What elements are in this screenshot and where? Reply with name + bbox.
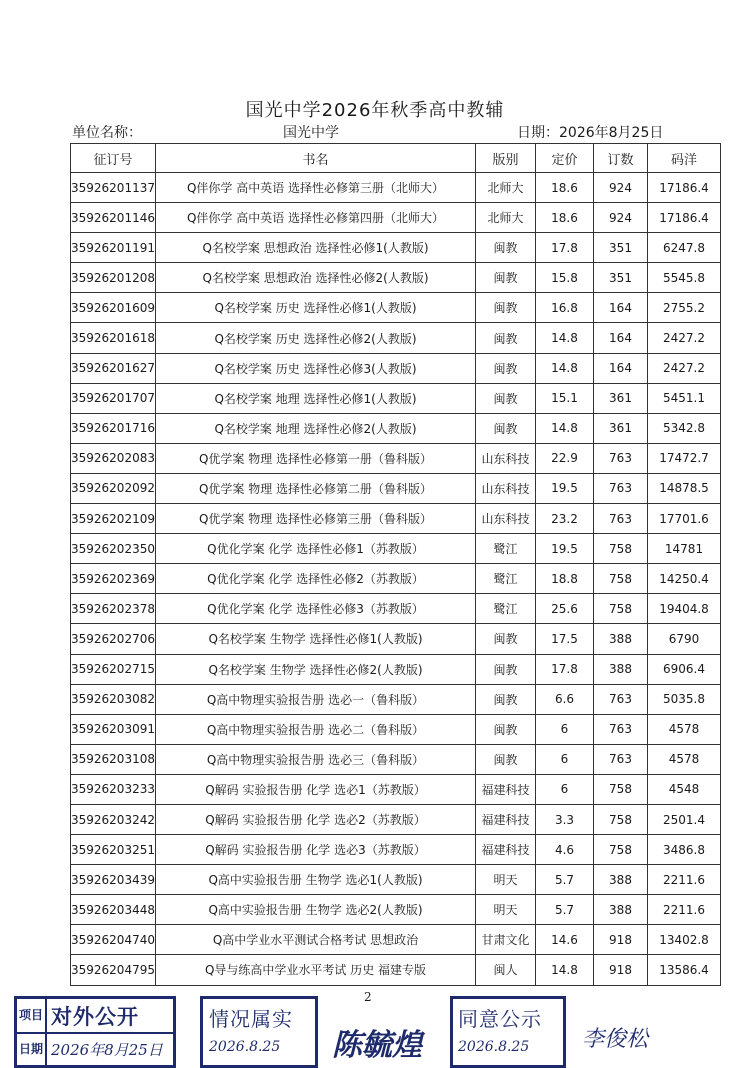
cell-title: Q伴你学 高中英语 选择性必修第四册（北师大） (156, 203, 476, 233)
table-header-row (71, 144, 721, 173)
cell-qty: 388 (594, 624, 648, 654)
table-row (71, 383, 721, 413)
cell-qty: 918 (594, 955, 648, 985)
cell-publisher: 闽教 (476, 684, 536, 714)
table-row (71, 744, 721, 774)
cell-publisher: 北师大 (476, 173, 536, 203)
cell-price: 6 (536, 744, 594, 774)
table-row (71, 263, 721, 293)
cell-qty: 763 (594, 504, 648, 534)
table-row (71, 654, 721, 684)
cell-publisher: 甘肃文化 (476, 925, 536, 955)
cell-publisher: 北师大 (476, 203, 536, 233)
cell-title: Q名校学案 生物学 选择性必修1(人教版) (156, 624, 476, 654)
cell-price: 5.7 (536, 865, 594, 895)
header-code: 征订号 (71, 144, 156, 173)
cell-publisher: 闽教 (476, 714, 536, 744)
table-row (71, 594, 721, 624)
date-value: 2026年8月25日 (559, 125, 664, 141)
cell-title: Q导与练高中学业水平考试 历史 福建专版 (156, 955, 476, 985)
table-row (71, 203, 721, 233)
table-row (71, 564, 721, 594)
cell-price: 17.5 (536, 624, 594, 654)
cell-title: Q优化学案 化学 选择性必修1（苏教版） (156, 534, 476, 564)
cell-qty: 763 (594, 684, 648, 714)
signature-1: 陈毓煌 (332, 1028, 422, 1063)
table-row (71, 835, 721, 865)
cell-amount: 3486.8 (648, 835, 721, 865)
table-row (71, 955, 721, 985)
cell-qty: 758 (594, 835, 648, 865)
cell-title: Q解码 实验报告册 化学 选必2（苏教版） (156, 804, 476, 834)
cell-amount: 2427.2 (648, 323, 721, 353)
table-row (71, 895, 721, 925)
cell-code: 35926203251 (71, 835, 156, 865)
cell-amount: 17186.4 (648, 173, 721, 203)
signature-2: 李俊松 (582, 1027, 649, 1052)
cell-title: Q解码 实验报告册 化学 选必1（苏教版） (156, 774, 476, 804)
table-row (71, 233, 721, 263)
cell-qty: 924 (594, 173, 648, 203)
table-row (71, 804, 721, 834)
cell-price: 14.8 (536, 955, 594, 985)
stamp-verified-text: 情况属实 (209, 1007, 293, 1031)
document-title: 国光中学2026年秋季高中教辅 (245, 100, 505, 121)
cell-amount: 17186.4 (648, 203, 721, 233)
cell-code: 35926202092 (71, 473, 156, 503)
cell-amount: 2427.2 (648, 353, 721, 383)
cell-qty: 763 (594, 443, 648, 473)
cell-qty: 361 (594, 383, 648, 413)
cell-title: Q名校学案 思想政治 选择性必修1(人教版) (156, 233, 476, 263)
cell-code: 35926204795 (71, 955, 156, 985)
cell-title: Q名校学案 历史 选择性必修1(人教版) (156, 293, 476, 323)
table-row (71, 774, 721, 804)
cell-publisher: 山东科技 (476, 504, 536, 534)
table-row (71, 353, 721, 383)
stamp-public-label-bottom: 日期 (17, 1034, 47, 1065)
table-row (71, 473, 721, 503)
cell-title: Q高中物理实验报告册 选必三（鲁科版） (156, 744, 476, 774)
cell-amount: 13586.4 (648, 955, 721, 985)
cell-title: Q名校学案 地理 选择性必修2(人教版) (156, 413, 476, 443)
cell-price: 5.7 (536, 895, 594, 925)
cell-qty: 351 (594, 263, 648, 293)
cell-amount: 6247.8 (648, 233, 721, 263)
stamp-approved-date: 2026.8.25 (458, 1039, 530, 1055)
cell-code: 35926201618 (71, 323, 156, 353)
stamp-public-label-top: 项目 (17, 999, 47, 1032)
cell-amount: 13402.8 (648, 925, 721, 955)
cell-publisher: 福建科技 (476, 774, 536, 804)
cell-price: 18.6 (536, 203, 594, 233)
cell-price: 6.6 (536, 684, 594, 714)
cell-price: 16.8 (536, 293, 594, 323)
table-row (71, 865, 721, 895)
table-row (71, 684, 721, 714)
date-field (517, 122, 663, 142)
stamp-public-text: 对外公开 (51, 1004, 139, 1029)
cell-qty: 763 (594, 744, 648, 774)
cell-title: Q解码 实验报告册 化学 选必3（苏教版） (156, 835, 476, 865)
cell-price: 23.2 (536, 504, 594, 534)
cell-code: 35926201627 (71, 353, 156, 383)
cell-title: Q高中实验报告册 生物学 选必1(人教版) (156, 865, 476, 895)
unit-label: 单位名称： (72, 125, 142, 141)
cell-title: Q名校学案 地理 选择性必修1(人教版) (156, 383, 476, 413)
cell-code: 35926201716 (71, 413, 156, 443)
cell-amount: 4578 (648, 744, 721, 774)
cell-price: 15.1 (536, 383, 594, 413)
cell-code: 35926204740 (71, 925, 156, 955)
stamp-approved (450, 996, 566, 1068)
cell-price: 18.6 (536, 173, 594, 203)
cell-publisher: 鹭江 (476, 564, 536, 594)
table-row (71, 714, 721, 744)
cell-code: 35926201137 (71, 173, 156, 203)
cell-qty: 758 (594, 774, 648, 804)
cell-code: 35926202378 (71, 594, 156, 624)
cell-code: 35926202706 (71, 624, 156, 654)
header-price: 定价 (536, 144, 594, 173)
cell-publisher: 闽教 (476, 263, 536, 293)
cell-publisher: 闽教 (476, 323, 536, 353)
cell-code: 35926203082 (71, 684, 156, 714)
table-row (71, 323, 721, 353)
cell-code: 35926201208 (71, 263, 156, 293)
cell-qty: 388 (594, 865, 648, 895)
header-publisher: 版别 (476, 144, 536, 173)
cell-qty: 918 (594, 925, 648, 955)
cell-title: Q高中学业水平测试合格考试 思想政治 (156, 925, 476, 955)
cell-amount: 5451.1 (648, 383, 721, 413)
header-amount: 码洋 (648, 144, 721, 173)
cell-qty: 763 (594, 473, 648, 503)
page-number: 2 (364, 990, 372, 1004)
cell-publisher: 闽教 (476, 353, 536, 383)
cell-publisher: 明天 (476, 865, 536, 895)
cell-amount: 2501.4 (648, 804, 721, 834)
cell-price: 17.8 (536, 233, 594, 263)
cell-amount: 2211.6 (648, 865, 721, 895)
cell-price: 6 (536, 714, 594, 744)
cell-amount: 4548 (648, 774, 721, 804)
cell-code: 35926202715 (71, 654, 156, 684)
cell-price: 14.8 (536, 323, 594, 353)
cell-code: 35926201191 (71, 233, 156, 263)
cell-qty: 758 (594, 804, 648, 834)
cell-title: Q优学案 物理 选择性必修第一册（鲁科版） (156, 443, 476, 473)
cell-qty: 164 (594, 293, 648, 323)
cell-title: Q名校学案 历史 选择性必修3(人教版) (156, 353, 476, 383)
cell-qty: 164 (594, 323, 648, 353)
cell-title: Q优化学案 化学 选择性必修2（苏教版） (156, 564, 476, 594)
cell-title: Q优化学案 化学 选择性必修3（苏教版） (156, 594, 476, 624)
cell-title: Q高中物理实验报告册 选必二（鲁科版） (156, 714, 476, 744)
cell-code: 35926201609 (71, 293, 156, 323)
stamp-public (14, 996, 176, 1068)
cell-amount: 5342.8 (648, 413, 721, 443)
cell-qty: 164 (594, 353, 648, 383)
header-title: 书名 (156, 144, 476, 173)
table-row (71, 443, 721, 473)
cell-amount: 17701.6 (648, 504, 721, 534)
cell-price: 14.8 (536, 353, 594, 383)
cell-code: 35926203233 (71, 774, 156, 804)
cell-code: 35926203242 (71, 804, 156, 834)
cell-code: 35926202083 (71, 443, 156, 473)
table-row (71, 624, 721, 654)
cell-qty: 763 (594, 714, 648, 744)
cell-amount: 14250.4 (648, 564, 721, 594)
cell-code: 35926201707 (71, 383, 156, 413)
cell-price: 14.8 (536, 413, 594, 443)
cell-amount: 19404.8 (648, 594, 721, 624)
header-qty: 订数 (594, 144, 648, 173)
cell-qty: 351 (594, 233, 648, 263)
date-label: 日期： (517, 125, 559, 141)
cell-qty: 758 (594, 534, 648, 564)
cell-title: Q名校学案 生物学 选择性必修2(人教版) (156, 654, 476, 684)
cell-qty: 758 (594, 594, 648, 624)
cell-price: 4.6 (536, 835, 594, 865)
cell-publisher: 山东科技 (476, 443, 536, 473)
cell-amount: 4578 (648, 714, 721, 744)
stamp-verified-date: 2026.8.25 (209, 1039, 281, 1055)
cell-publisher: 闽教 (476, 293, 536, 323)
cell-qty: 388 (594, 654, 648, 684)
cell-code: 35926202369 (71, 564, 156, 594)
cell-publisher: 闽教 (476, 413, 536, 443)
cell-title: Q伴你学 高中英语 选择性必修第三册（北师大） (156, 173, 476, 203)
table-row (71, 173, 721, 203)
cell-price: 19.5 (536, 473, 594, 503)
cell-code: 35926203448 (71, 895, 156, 925)
cell-amount: 2755.2 (648, 293, 721, 323)
cell-publisher: 闽教 (476, 654, 536, 684)
cell-publisher: 闽教 (476, 744, 536, 774)
cell-qty: 388 (594, 895, 648, 925)
cell-qty: 924 (594, 203, 648, 233)
stamp-verified (200, 996, 318, 1068)
cell-code: 35926203439 (71, 865, 156, 895)
table-row (71, 534, 721, 564)
cell-amount: 6906.4 (648, 654, 721, 684)
cell-publisher: 闽教 (476, 624, 536, 654)
table-row (71, 504, 721, 534)
cell-amount: 5035.8 (648, 684, 721, 714)
cell-price: 18.8 (536, 564, 594, 594)
cell-title: Q高中实验报告册 生物学 选必2(人教版) (156, 895, 476, 925)
cell-code: 35926202109 (71, 504, 156, 534)
cell-price: 14.6 (536, 925, 594, 955)
order-table (70, 143, 721, 986)
cell-qty: 758 (594, 564, 648, 594)
cell-code: 35926203091 (71, 714, 156, 744)
cell-title: Q高中物理实验报告册 选必一（鲁科版） (156, 684, 476, 714)
cell-amount: 14878.5 (648, 473, 721, 503)
cell-title: Q优学案 物理 选择性必修第二册（鲁科版） (156, 473, 476, 503)
cell-price: 6 (536, 774, 594, 804)
cell-amount: 14781 (648, 534, 721, 564)
cell-publisher: 福建科技 (476, 835, 536, 865)
cell-publisher: 山东科技 (476, 473, 536, 503)
cell-publisher: 鹭江 (476, 594, 536, 624)
table-row (71, 293, 721, 323)
cell-amount: 5545.8 (648, 263, 721, 293)
cell-code: 35926203108 (71, 744, 156, 774)
cell-publisher: 明天 (476, 895, 536, 925)
stamp-public-date: 2026年8月25日 (51, 1041, 163, 1059)
cell-title: Q名校学案 历史 选择性必修2(人教版) (156, 323, 476, 353)
cell-publisher: 福建科技 (476, 804, 536, 834)
cell-qty: 361 (594, 413, 648, 443)
cell-title: Q名校学案 思想政治 选择性必修2(人教版) (156, 263, 476, 293)
cell-amount: 17472.7 (648, 443, 721, 473)
cell-price: 17.8 (536, 654, 594, 684)
cell-publisher: 闽教 (476, 383, 536, 413)
cell-title: Q优学案 物理 选择性必修第三册（鲁科版） (156, 504, 476, 534)
cell-price: 22.9 (536, 443, 594, 473)
cell-price: 19.5 (536, 534, 594, 564)
cell-price: 15.8 (536, 263, 594, 293)
cell-publisher: 闽人 (476, 955, 536, 985)
unit-value: 国光中学 (283, 125, 339, 141)
cell-code: 35926201146 (71, 203, 156, 233)
cell-price: 3.3 (536, 804, 594, 834)
cell-publisher: 闽教 (476, 233, 536, 263)
stamp-approved-text: 同意公示 (458, 1007, 542, 1031)
cell-amount: 6790 (648, 624, 721, 654)
table-row (71, 413, 721, 443)
cell-code: 35926202350 (71, 534, 156, 564)
cell-publisher: 鹭江 (476, 534, 536, 564)
cell-price: 25.6 (536, 594, 594, 624)
table-row (71, 925, 721, 955)
cell-amount: 2211.6 (648, 895, 721, 925)
